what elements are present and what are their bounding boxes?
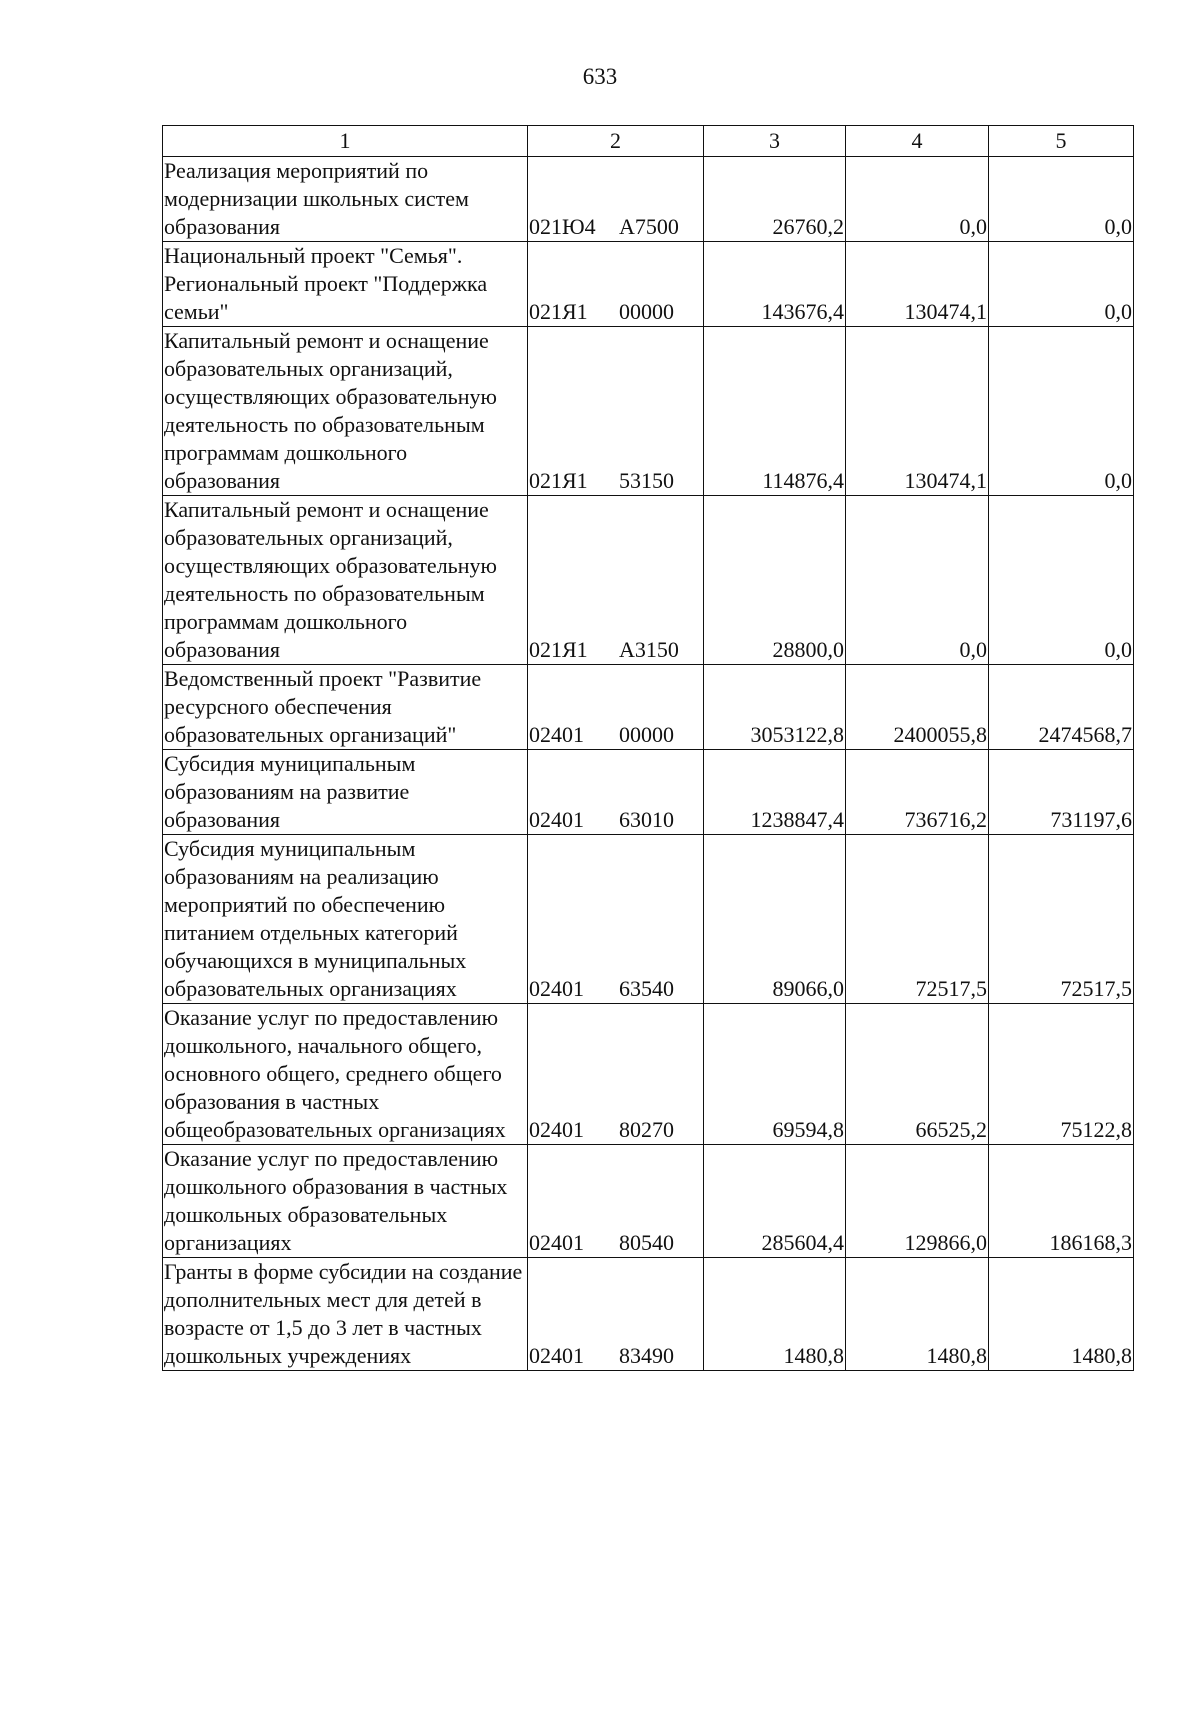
value-col3: 26760,2 xyxy=(704,157,846,242)
row-name: Субсидия муниципальным образованиям на развитие образования xyxy=(163,750,528,835)
program-code: 021Ю4 xyxy=(529,214,596,239)
value-col4: 0,0 xyxy=(846,157,989,242)
row-code xyxy=(528,496,704,665)
direction-code: 80270 xyxy=(619,1117,674,1142)
value-col3: 89066,0 xyxy=(704,835,846,1004)
value-col4: 130474,1 xyxy=(846,327,989,496)
value-col5: 72517,5 xyxy=(989,835,1134,1004)
table-row xyxy=(163,1145,1134,1258)
value-col3: 69594,8 xyxy=(704,1004,846,1145)
row-name: Субсидия муниципальным образованиям на реализацию мероприятий по обеспечению питанием отдельных категорий обучающихся в муниципальных образовательных организациях xyxy=(163,835,528,1004)
table-row xyxy=(163,1258,1134,1371)
value-col4: 129866,0 xyxy=(846,1145,989,1258)
value-col3: 3053122,8 xyxy=(704,665,846,750)
direction-code: 80540 xyxy=(619,1230,674,1255)
program-code: 021Я1 xyxy=(529,468,588,493)
direction-code: 83490 xyxy=(619,1343,674,1368)
column-header: 3 xyxy=(704,126,846,157)
row-code xyxy=(528,1004,704,1145)
row-code xyxy=(528,327,704,496)
table-row xyxy=(163,665,1134,750)
direction-code: 53150 xyxy=(619,468,674,493)
value-col5: 2474568,7 xyxy=(989,665,1134,750)
column-header: 2 xyxy=(528,126,704,157)
direction-code: А7500 xyxy=(619,214,679,239)
direction-code: 00000 xyxy=(619,722,674,747)
value-col5: 186168,3 xyxy=(989,1145,1134,1258)
table-row xyxy=(163,1004,1134,1145)
row-name: Оказание услуг по предоставлению дошкольного образования в частных дошкольных образовательных организациях xyxy=(163,1145,528,1258)
program-code: 021Я1 xyxy=(529,637,588,662)
value-col3: 285604,4 xyxy=(704,1145,846,1258)
row-code xyxy=(528,242,704,327)
value-col4: 72517,5 xyxy=(846,835,989,1004)
direction-code: 00000 xyxy=(619,299,674,324)
value-col3: 1238847,4 xyxy=(704,750,846,835)
value-col4: 130474,1 xyxy=(846,242,989,327)
table-row xyxy=(163,496,1134,665)
program-code: 02401 xyxy=(529,1343,584,1368)
budget-table xyxy=(162,125,1134,1371)
column-header: 1 xyxy=(163,126,528,157)
row-code xyxy=(528,665,704,750)
table-row xyxy=(163,327,1134,496)
row-name: Ведомственный проект "Развитие ресурсного обеспечения образовательных организаций" xyxy=(163,665,528,750)
table-row xyxy=(163,835,1134,1004)
row-name: Национальный проект "Семья". Региональный проект "Поддержка семьи" xyxy=(163,242,528,327)
value-col5: 75122,8 xyxy=(989,1004,1134,1145)
row-code xyxy=(528,835,704,1004)
value-col5: 0,0 xyxy=(989,242,1134,327)
row-code xyxy=(528,1258,704,1371)
row-name: Гранты в форме субсидии на создание дополнительных мест для детей в возрасте от 1,5 до 3 лет в частных дошкольных учреждениях xyxy=(163,1258,528,1371)
program-code: 02401 xyxy=(529,807,584,832)
row-code xyxy=(528,157,704,242)
column-header: 4 xyxy=(846,126,989,157)
table-row xyxy=(163,157,1134,242)
row-name: Реализация мероприятий по модернизации школьных систем образования xyxy=(163,157,528,242)
header-row xyxy=(163,126,1134,157)
program-code: 02401 xyxy=(529,722,584,747)
row-code xyxy=(528,750,704,835)
direction-code: 63540 xyxy=(619,976,674,1001)
program-code: 02401 xyxy=(529,1230,584,1255)
value-col5: 0,0 xyxy=(989,496,1134,665)
program-code: 02401 xyxy=(529,1117,584,1142)
value-col4: 0,0 xyxy=(846,496,989,665)
value-col4: 2400055,8 xyxy=(846,665,989,750)
row-name: Капитальный ремонт и оснащение образовательных организаций, осуществляющих образовательную деятельность по образовательным программам дошкольного образования xyxy=(163,327,528,496)
value-col5: 1480,8 xyxy=(989,1258,1134,1371)
page-number: 633 xyxy=(582,64,618,89)
row-name: Оказание услуг по предоставлению дошкольного, начального общего, основного общего, среднего общего образования в частных общеобразовательных организациях xyxy=(163,1004,528,1145)
table-row xyxy=(163,750,1134,835)
value-col4: 66525,2 xyxy=(846,1004,989,1145)
value-col5: 0,0 xyxy=(989,327,1134,496)
value-col3: 28800,0 xyxy=(704,496,846,665)
value-col4: 736716,2 xyxy=(846,750,989,835)
direction-code: 63010 xyxy=(619,807,674,832)
value-col3: 143676,4 xyxy=(704,242,846,327)
column-header: 5 xyxy=(989,126,1134,157)
program-code: 02401 xyxy=(529,976,584,1001)
value-col5: 0,0 xyxy=(989,157,1134,242)
value-col4: 1480,8 xyxy=(846,1258,989,1371)
value-col3: 1480,8 xyxy=(704,1258,846,1371)
direction-code: А3150 xyxy=(619,637,679,662)
table-row xyxy=(163,242,1134,327)
row-name: Капитальный ремонт и оснащение образовательных организаций, осуществляющих образовательную деятельность по образовательным программам дошкольного образования xyxy=(163,496,528,665)
row-code xyxy=(528,1145,704,1258)
value-col5: 731197,6 xyxy=(989,750,1134,835)
value-col3: 114876,4 xyxy=(704,327,846,496)
program-code: 021Я1 xyxy=(529,299,588,324)
